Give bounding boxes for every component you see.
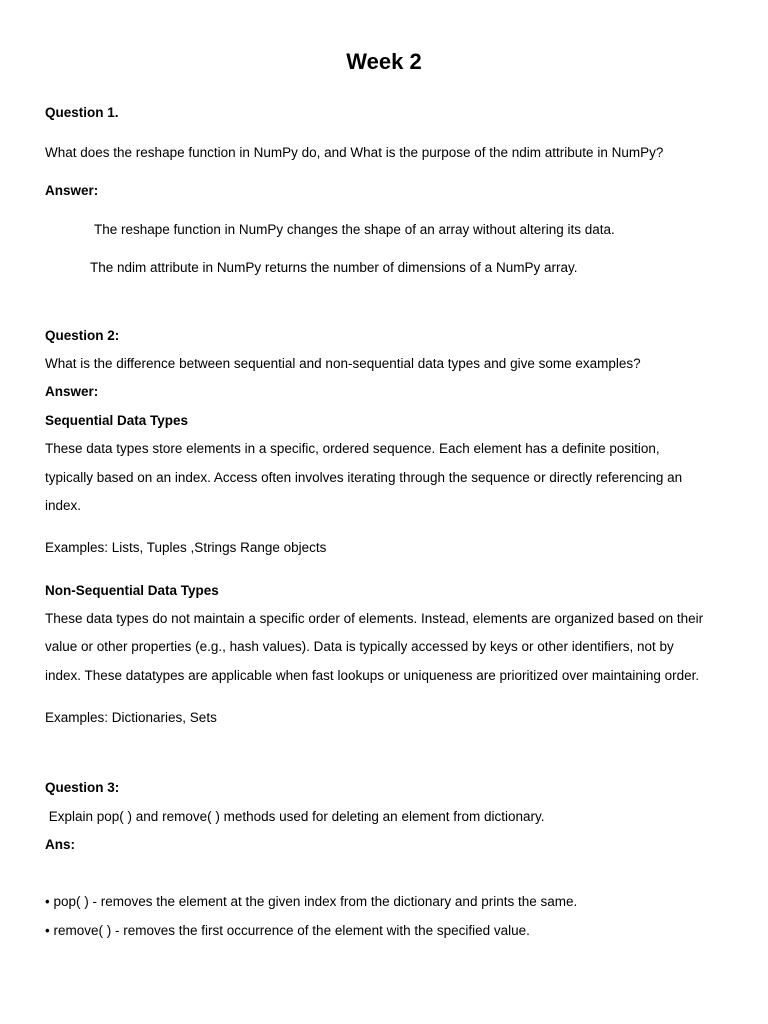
- question-2-label: Question 2:: [45, 328, 120, 343]
- answer-bullet-pop: • pop( ) - removes the element at the given index from the dictionary and prints the same.: [45, 894, 578, 909]
- question-1-text: What does the reshape function in NumPy do, and What is the purpose of the ndim attribute in NumPy?: [45, 145, 664, 160]
- question-1-answer-label: Answer:: [45, 183, 99, 198]
- question-1-answer-line-1: The reshape function in NumPy changes the shape of an array without altering its data.: [94, 222, 615, 237]
- sequential-line-2: typically based on an index. Access often involves iterating through the sequence or directly referencing an: [45, 470, 683, 485]
- non-sequential-line-1: These data types do not maintain a specific order of elements. Instead, elements are organized based on their: [45, 611, 704, 626]
- non-sequential-line-2: value or other properties (e.g., hash values). Data is typically accessed by keys or other identifiers, not by: [45, 639, 674, 654]
- sequential-line-1: These data types store elements in a specific, ordered sequence. Each element has a definite position,: [45, 441, 660, 456]
- sequential-examples: Examples: Lists, Tuples ,Strings Range objects: [45, 540, 327, 555]
- non-sequential-heading: Non-Sequential Data Types: [45, 583, 219, 598]
- question-2-answer-label: Answer:: [45, 384, 99, 399]
- question-1-answer-line-2: The ndim attribute in NumPy returns the number of dimensions of a NumPy array.: [90, 260, 578, 275]
- answer-bullet-remove: • remove( ) - removes the first occurrence of the element with the specified value.: [45, 923, 530, 938]
- sequential-line-3: index.: [45, 498, 82, 513]
- question-3-answer-label: Ans:: [45, 837, 75, 852]
- sequential-heading: Sequential Data Types: [45, 413, 189, 428]
- question-2-text: What is the difference between sequential and non-sequential data types and give some examples?: [45, 356, 641, 371]
- page-title: Week 2: [346, 49, 422, 74]
- question-1-label: Question 1.: [45, 105, 119, 120]
- question-3-text: Explain pop( ) and remove( ) methods used for deleting an element from dictionary.: [45, 809, 545, 824]
- question-3-label: Question 3:: [45, 780, 120, 795]
- non-sequential-line-3: index. These datatypes are applicable when fast lookups or uniqueness are prioritized over maintaining order.: [45, 668, 700, 683]
- non-sequential-examples: Examples: Dictionaries, Sets: [45, 710, 217, 725]
